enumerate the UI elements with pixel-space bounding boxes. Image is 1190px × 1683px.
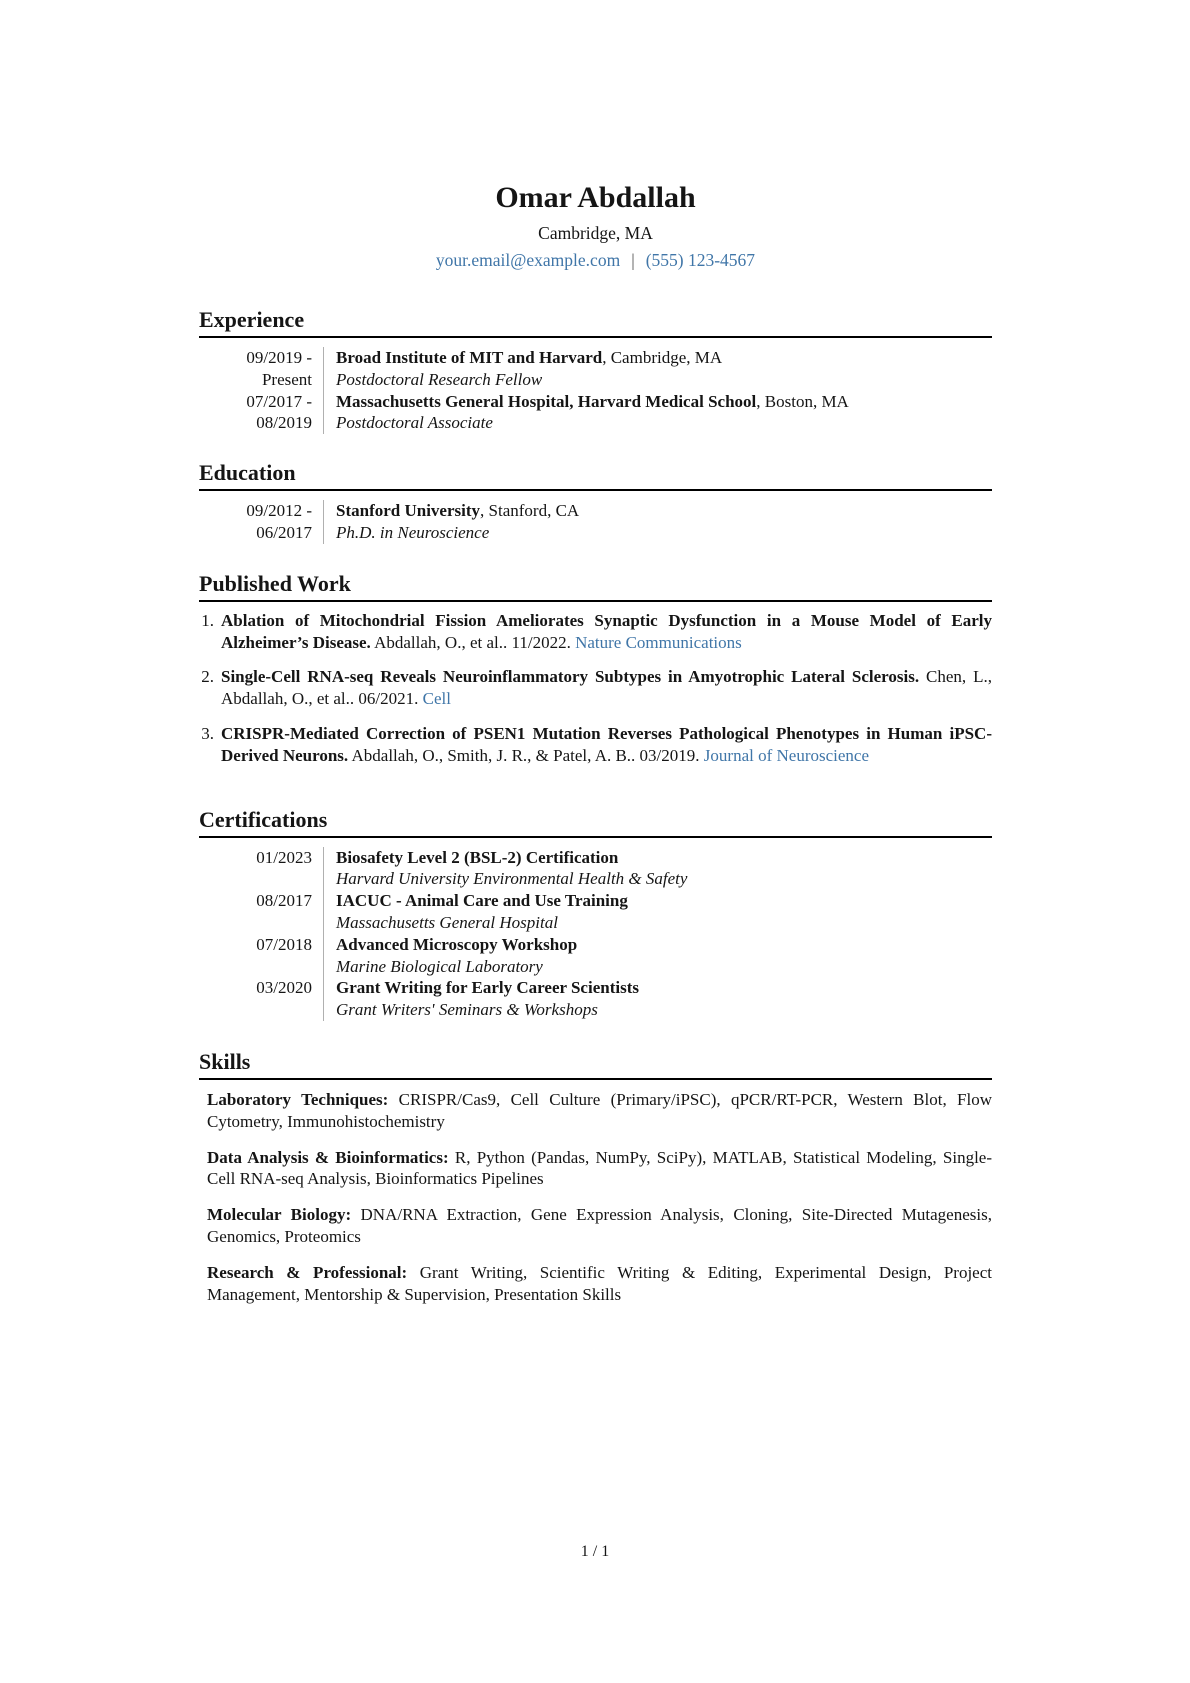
organization-location: , Cambridge, MA <box>602 348 723 367</box>
publication-number: 3. <box>201 723 214 743</box>
experience-entry <box>199 391 992 435</box>
organization-location: , Boston, MA <box>756 391 849 411</box>
certification-body <box>324 847 992 891</box>
publication-list <box>199 610 992 767</box>
skill-group <box>207 1089 992 1133</box>
section-rule <box>199 489 992 491</box>
certification-entry <box>199 977 992 1021</box>
section-title-published-work: Published Work <box>199 570 351 596</box>
skill-group <box>207 1147 992 1191</box>
publication-number: 2. <box>201 667 214 687</box>
organization-name: Broad Institute of MIT and Harvard <box>336 348 603 367</box>
publication-venue-link[interactable]: Cell <box>422 689 451 709</box>
experience-entry <box>199 347 992 391</box>
publication-entry <box>199 610 992 654</box>
email-link[interactable]: your.email@example.com <box>435 250 621 270</box>
certification-issuer: Marine Biological Laboratory <box>336 956 543 976</box>
certification-name: Grant Writing for Early Career Scientists <box>336 978 639 998</box>
certification-name: IACUC - Animal Care and Use Training <box>336 891 628 911</box>
section-title-education: Education <box>199 460 296 486</box>
publication-meta: Abdallah, O., et al.. 11/2022. <box>370 632 576 652</box>
role-title: Postdoctoral Research Fellow <box>336 369 543 389</box>
page-number: 1 / 1 <box>580 1543 610 1560</box>
certification-list <box>199 847 992 1021</box>
certification-entry <box>199 847 992 891</box>
contact-separator: | <box>631 250 635 270</box>
publication-title: Ablation of Mitochondrial Fission Ameliorates Synaptic Dysfunction in a Mouse Model of Early Alzheimer’s Disease. <box>221 610 992 652</box>
publication-number: 1. <box>201 610 214 630</box>
publication-entry <box>199 723 992 767</box>
section-title-experience: Experience <box>199 307 305 332</box>
publication-title: CRISPR-Mediated Correction of PSEN1 Mutation Reverses Pathological Phenotypes in Human iPSC-Derived Neurons. <box>221 723 992 765</box>
section-title-skills: Skills <box>199 1048 251 1074</box>
skill-group-label: Data Analysis & Bioinformatics: <box>207 1147 449 1167</box>
education-list <box>199 500 992 544</box>
certification-name: Biosafety Level 2 (BSL-2) Certification <box>336 847 619 867</box>
publication-meta: Chen, L., Abdallah, O., et al.. 06/2021. <box>221 667 992 709</box>
organization-location: , Stanford, CA <box>480 501 580 521</box>
section-title-certifications: Certifications <box>199 806 328 832</box>
certification-date: 03/2020 <box>256 978 312 998</box>
experience-body <box>324 347 992 391</box>
certification-issuer: Harvard University Environmental Health & Safety <box>336 869 688 889</box>
publication-text <box>214 723 992 767</box>
skills-list <box>199 1089 992 1305</box>
role-title: Postdoctoral Associate <box>336 413 493 433</box>
certification-entry <box>199 934 992 978</box>
skill-group <box>207 1262 992 1306</box>
skill-group-text: R, Python (Pandas, NumPy, SciPy), MATLAB, Statistical Modeling, Single-Cell RNA-seq Analysis, Bioinformatics Pipelines <box>207 1147 992 1189</box>
skill-group-label: Molecular Biology: <box>207 1205 352 1225</box>
experience-body <box>324 391 992 435</box>
publication-text <box>214 610 992 654</box>
resume-content <box>199 0 992 1305</box>
person-name: Omar Abdallah <box>495 181 696 214</box>
skill-group-text: Grant Writing, Scientific Writing & Editing, Experimental Design, Project Management, Mentorship & Supervision, Presentation Skills <box>207 1262 992 1304</box>
date-range: 09/2019 - Present <box>246 348 312 389</box>
publication-meta: Abdallah, O., Smith, J. R., & Patel, A. B.. 03/2019. <box>348 745 704 765</box>
skill-group-label: Laboratory Techniques: <box>207 1089 389 1109</box>
degree-title: Ph.D. in Neuroscience <box>336 522 490 542</box>
education-entry <box>199 500 992 544</box>
skill-group-text: CRISPR/Cas9, Cell Culture (Primary/iPSC), qPCR/RT-PCR, Western Blot, Flow Cytometry, Immunohistochemistry <box>207 1089 992 1131</box>
contact-line <box>199 250 992 271</box>
section-rule <box>199 1078 992 1080</box>
certification-body <box>324 934 992 978</box>
date-range: 07/2017 - 08/2019 <box>246 391 312 433</box>
section-rule <box>199 600 992 602</box>
publication-venue-link[interactable]: Nature Communications <box>575 632 742 652</box>
publication-entry <box>199 666 992 710</box>
certification-issuer: Grant Writers' Seminars & Workshops <box>336 1000 598 1020</box>
certification-body <box>324 890 992 934</box>
organization-name: Massachusetts General Hospital, Harvard Medical School <box>336 391 757 411</box>
organization-line <box>336 391 992 413</box>
certification-date: 01/2023 <box>256 847 312 867</box>
certification-entry <box>199 890 992 934</box>
education-body <box>324 500 992 544</box>
certification-date: 07/2018 <box>256 934 312 954</box>
date-range: 09/2012 - 06/2017 <box>246 501 312 542</box>
organization-line <box>336 500 992 522</box>
section-rule <box>199 336 992 338</box>
organization-line <box>336 347 992 369</box>
certification-body <box>324 977 992 1021</box>
certification-date: 08/2017 <box>256 891 312 911</box>
skill-group-label: Research & Professional: <box>207 1262 408 1282</box>
publication-venue-link[interactable]: Journal of Neuroscience <box>703 745 870 765</box>
skill-group-text: DNA/RNA Extraction, Gene Expression Analysis, Cloning, Site-Directed Mutagenesis, Genomics, Proteomics <box>207 1205 992 1246</box>
certification-issuer: Massachusetts General Hospital <box>336 912 558 932</box>
organization-name: Stanford University <box>336 501 481 521</box>
publication-text <box>214 666 992 710</box>
section-rule <box>199 836 992 838</box>
person-location: Cambridge, MA <box>538 223 653 243</box>
phone-link[interactable]: (555) 123-4567 <box>645 250 756 270</box>
certification-name: Advanced Microscopy Workshop <box>336 934 578 954</box>
experience-list <box>199 347 992 434</box>
skill-group <box>207 1204 992 1248</box>
publication-title: Single-Cell RNA-seq Reveals Neuroinflammatory Subtypes in Amyotrophic Lateral Sclerosis. <box>221 667 920 687</box>
